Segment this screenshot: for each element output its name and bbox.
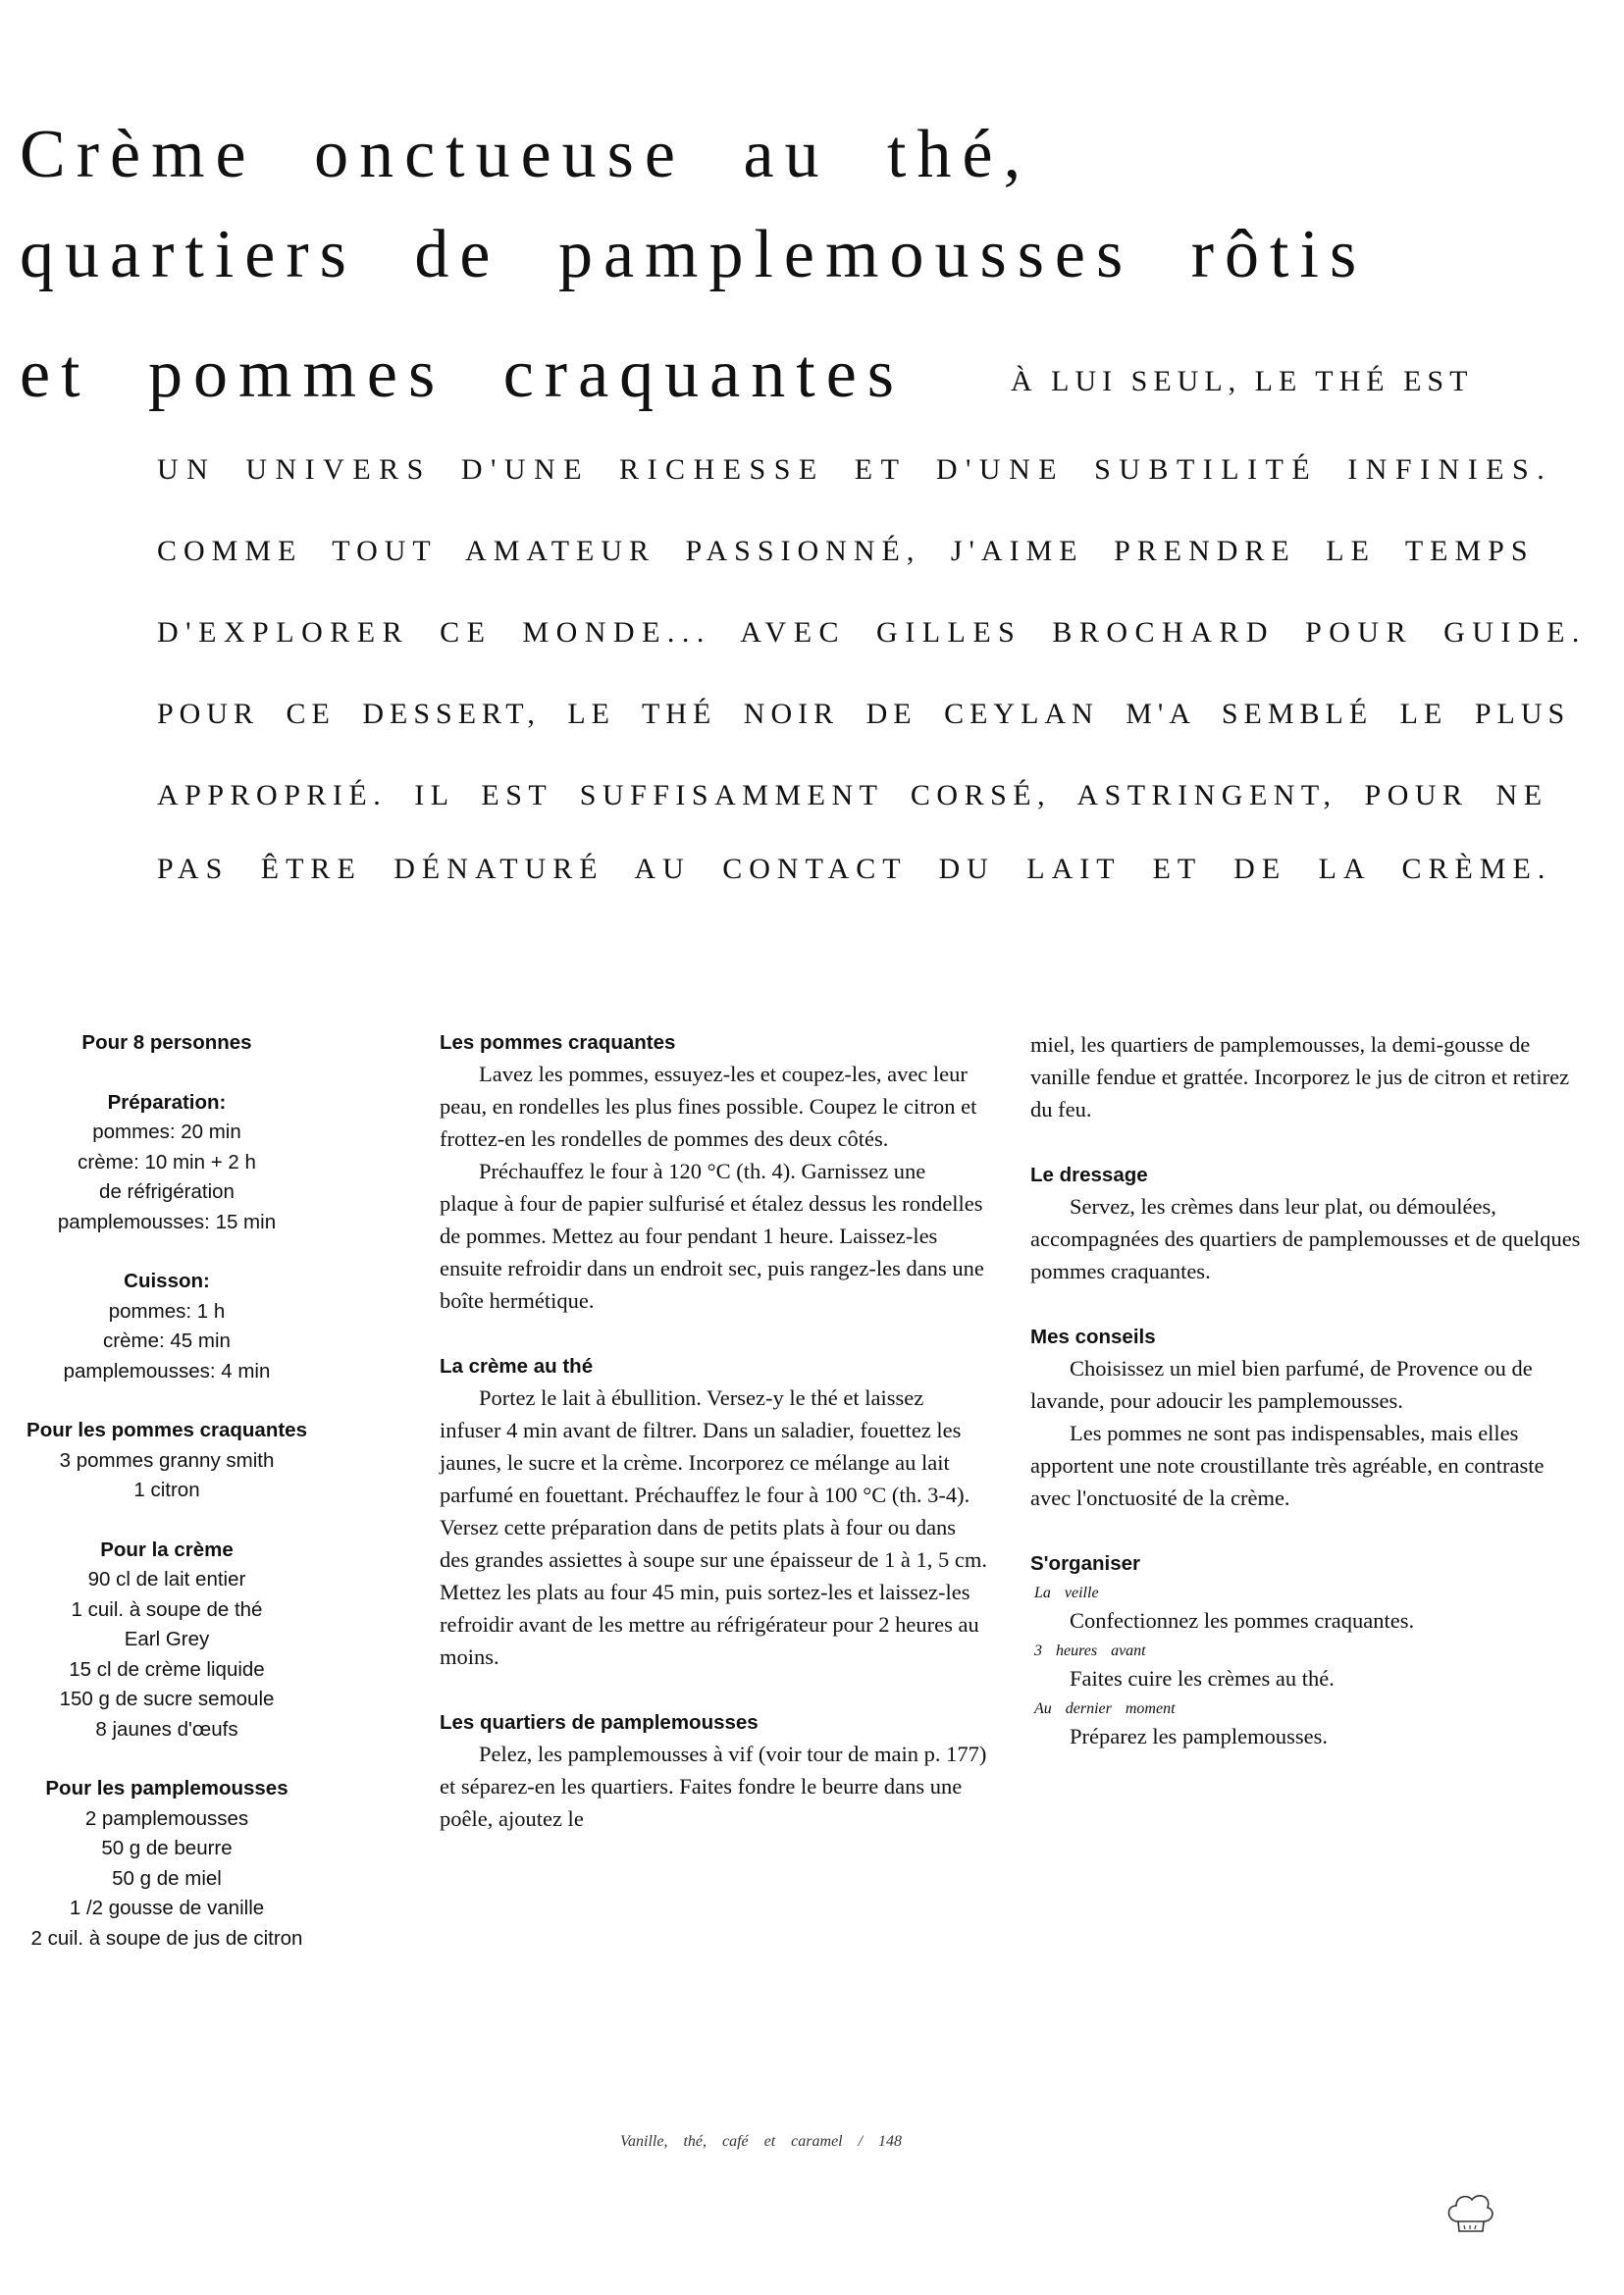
servings: Pour 8 personnes <box>81 1031 252 1054</box>
cream-ingredients-title: Pour la crème <box>100 1538 234 1561</box>
step-when: 3 heures avant <box>1034 1643 1146 1659</box>
ingredient-item: 15 cl de crème liquide <box>69 1657 265 1681</box>
prep-item: de réfrigération <box>99 1180 235 1203</box>
step-when: Au dernier moment <box>1034 1700 1176 1717</box>
title-line-2: quartiers de pamplemousses rôtis <box>20 217 1368 292</box>
instructions-column-middle <box>440 1028 989 1835</box>
apples-ingredients-title: Pour les pommes craquantes <box>26 1419 307 1441</box>
ingredient-item: 150 g de sucre semoule <box>59 1688 275 1710</box>
paragraph: Servez, les crèmes dans leur plat, ou démoulées, accompagnées des quartiers de pamplemousses et de quelques pommes craquantes. <box>1030 1194 1581 1283</box>
ingredient-item: 50 g de beurre <box>101 1837 233 1859</box>
grapefruit-heading: Les quartiers de pamplemousses <box>440 1711 759 1734</box>
dressage-heading: Le dressage <box>1030 1164 1148 1186</box>
intro-line: UN UNIVERS D'UNE RICHESSE ET D'UNE SUBTILITÉ INFINIES. <box>157 453 1553 486</box>
prep-item: crème: 10 min + 2 h <box>78 1150 256 1174</box>
paragraph: Portez le lait à ébullition. Versez-y le thé et laissez infuser 4 min avant de filtrer. Dans un saladier, fouettez les jaunes, le sucre et la crème. Incorporez ce mélange au lait parfumé en fouettant. Préchauffez le four à 100 °C (th. 3-4). Versez cette préparation dans de petits plats à four ou dans des grandes assiettes à soupe sur une épaisseur de 1 à 1, 5 cm. Mettez les plats au four 45 min, puis sortez-les et laissez-les refroidir avant de les mettre au réfrigérateur pour 2 heures au moins. <box>440 1385 987 1669</box>
ingredient-item: 1 /2 gousse de vanille <box>69 1897 265 1919</box>
paragraph: miel, les quartiers de pamplemousses, la demi-gousse de vanille fendue et grattée. Incorporez le jus de citron et retirez du feu. <box>1030 1032 1570 1121</box>
paragraph: Lavez les pommes, essuyez-les et coupez-les, avec leur peau, en rondelles les plus fines possible. Coupez le citron et frottez-en les rondelles de pommes des deux côtés. <box>440 1062 977 1151</box>
cream-heading: La crème au thé <box>440 1355 594 1378</box>
cook-item: pamplemousses: 4 min <box>63 1359 271 1382</box>
cook-item: crème: 45 min <box>103 1330 231 1352</box>
paragraph: Choisissez un miel bien parfumé, de Provence ou de lavande, pour adoucir les pamplemousses. <box>1030 1356 1533 1413</box>
ingredient-item: Earl Grey <box>124 1628 210 1650</box>
ingredient-item: 2 pamplemousses <box>84 1806 249 1830</box>
intro-line: POUR CE DESSERT, LE THÉ NOIR DE CEYLAN M'A SEMBLÉ LE PLUS <box>157 698 1571 730</box>
intro-line: COMME TOUT AMATEUR PASSIONNÉ, J'AIME PRENDRE LE TEMPS <box>157 535 1535 567</box>
instructions-column-right <box>1030 1028 1585 1752</box>
page-footer: Vanille, thé, café et caramel / 148 <box>620 2133 903 2150</box>
cook-title: Cuisson: <box>124 1270 210 1292</box>
ingredient-item: 2 cuil. à soupe de jus de citron <box>30 1926 303 1950</box>
prep-title: Préparation: <box>107 1090 227 1114</box>
ingredients-column <box>0 1028 334 1954</box>
paragraph: Les pommes ne sont pas indispensables, mais elles apportent une note croustillante très agréable, en contraste avec l'onctuosité de la crème. <box>1030 1421 1545 1510</box>
step-what: Confectionnez les pommes craquantes. <box>1070 1608 1415 1633</box>
chef-hat-icon <box>1442 2188 1497 2237</box>
step-when: La veille <box>1034 1585 1099 1601</box>
paragraph: Préchauffez le four à 120 °C (th. 4). Garnissez une plaque à four de papier sulfurisé et étalez dessus les rondelles de pommes. Mettez au four pendant 1 heure. Laissez-les ensuite refroidir dans un endroit sec, puis rangez-les dans une boîte hermétique. <box>440 1159 984 1313</box>
title-line-3: et pommes craquantes <box>20 337 906 412</box>
prep-item: pommes: 20 min <box>92 1121 241 1143</box>
ingredient-item: 1 citron <box>133 1479 200 1501</box>
step-what: Faites cuire les crèmes au thé. <box>1070 1666 1335 1691</box>
prep-item: pamplemousses: 15 min <box>57 1210 277 1233</box>
organize-heading: S'organiser <box>1030 1552 1140 1575</box>
apples-heading: Les pommes craquantes <box>440 1031 676 1054</box>
tips-heading: Mes conseils <box>1030 1326 1156 1348</box>
ingredient-item: 3 pommes granny smith <box>59 1448 275 1472</box>
ingredient-item: 50 g de miel <box>112 1866 222 1890</box>
cook-item: pommes: 1 h <box>108 1299 226 1323</box>
title-line-1: Crème onctueuse au thé, <box>20 117 1032 192</box>
paragraph: Pelez, les pamplemousses à vif (voir tour de main p. 177) et séparez-en les quartiers. Faites fondre le beurre dans une poêle, ajoutez le <box>440 1742 987 1831</box>
intro-line: PAS ÊTRE DÉNATURÉ AU CONTACT DU LAIT ET DE LA CRÈME. <box>157 853 1552 885</box>
ingredient-item: 90 cl de lait entier <box>87 1568 246 1591</box>
intro-line: D'EXPLORER CE MONDE... AVEC GILLES BROCHARD POUR GUIDE. <box>157 616 1587 649</box>
intro-line: À LUI SEUL, LE THÉ EST <box>1011 365 1474 397</box>
step-what: Préparez les pamplemousses. <box>1070 1724 1329 1748</box>
intro-line: APPROPRIÉ. IL EST SUFFISAMMENT CORSÉ, ASTRINGENT, POUR NE <box>157 779 1548 811</box>
ingredient-item: 8 jaunes d'œufs <box>95 1717 238 1741</box>
ingredient-item: 1 cuil. à soupe de thé <box>71 1597 263 1621</box>
grapefruit-ingredients-title: Pour les pamplemousses <box>45 1777 288 1799</box>
